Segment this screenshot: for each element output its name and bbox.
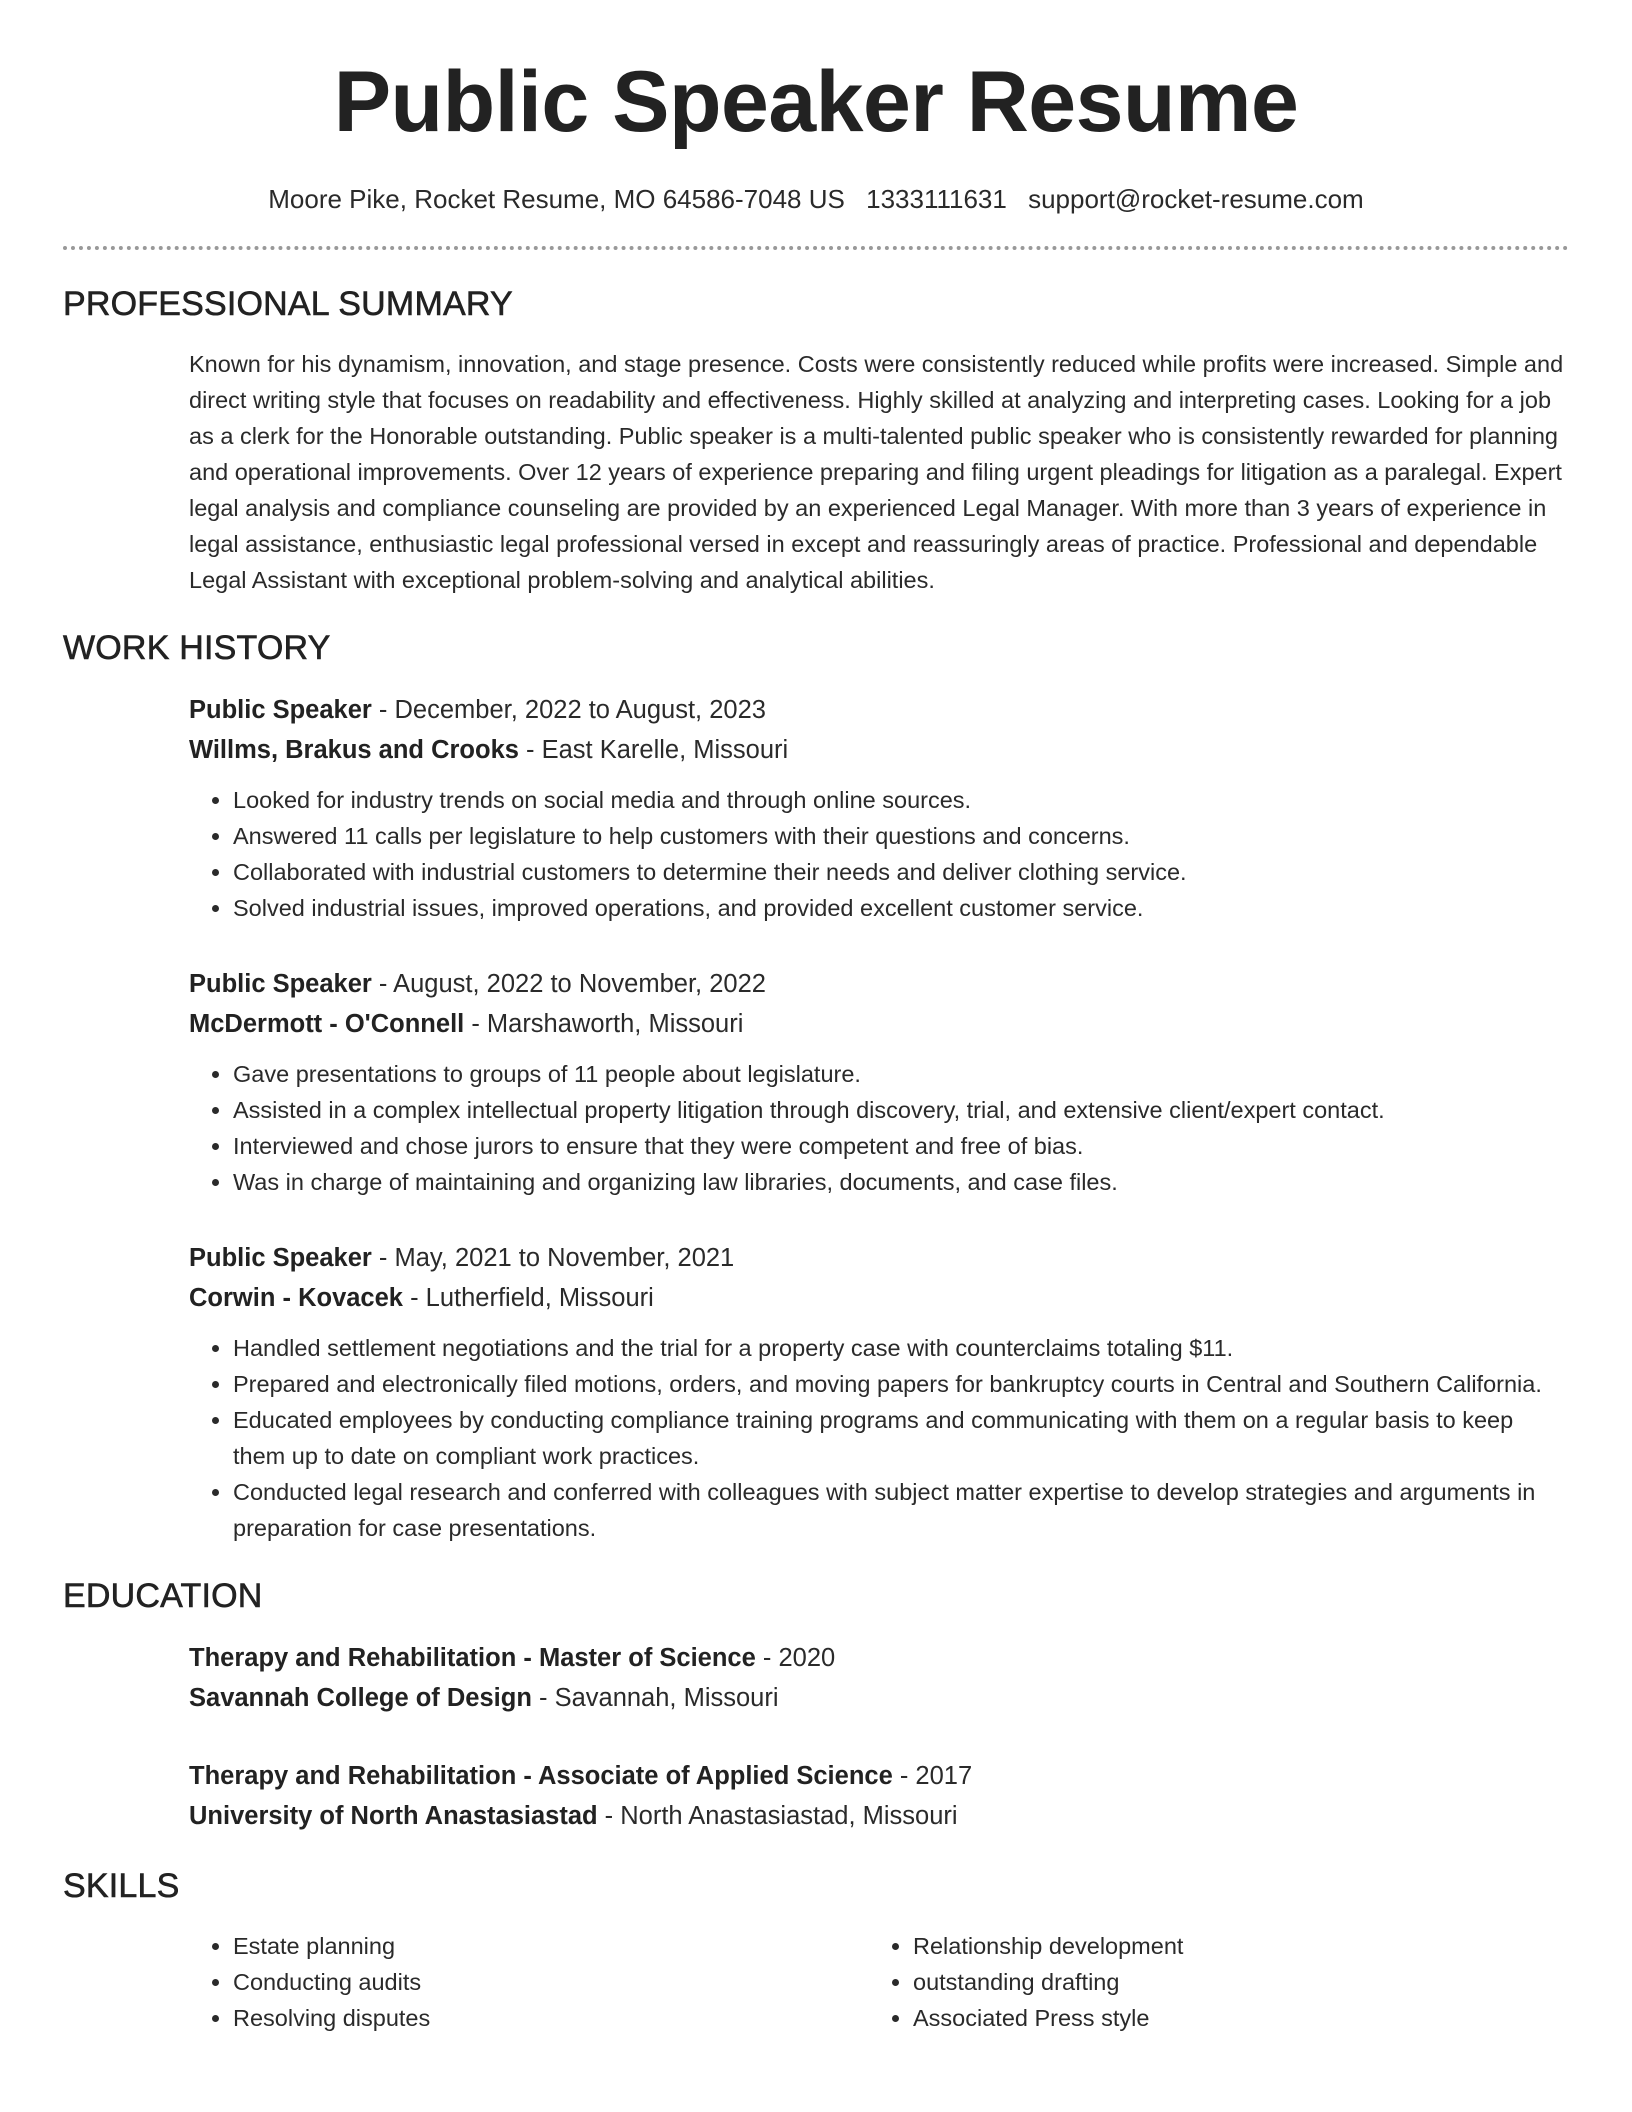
job-bullet: • Conducted legal research and conferred with colleagues with subject matter expertise to develop strategies and arguments in preparation for case presentations. — [233, 1474, 1569, 1546]
skills-heading: SKILLS — [63, 1867, 180, 1905]
job-bullets — [189, 1330, 1569, 1546]
education-school: Savannah College of Design — [189, 1684, 532, 1712]
work-history-heading: WORK HISTORY — [63, 629, 331, 667]
education-year: - 2020 — [755, 1644, 836, 1672]
job-bullet: • Answered 11 calls per legislature to help customers with their questions and concerns. — [233, 818, 1569, 854]
education-entry — [189, 1756, 1569, 1836]
job-entry — [189, 690, 1569, 926]
skill-item: • Associated Press style — [913, 2000, 1549, 2036]
job-company-line — [189, 1278, 1569, 1318]
job-bullet: • Interviewed and chose jurors to ensure that they were competent and free of bias. — [233, 1128, 1569, 1164]
job-bullet: • Prepared and electronically filed motions, orders, and moving papers for bankruptcy courts in Central and Southern California. — [233, 1366, 1569, 1402]
education-degree: Therapy and Rehabilitation - Associate of Applied Science — [189, 1762, 893, 1790]
education-year: - 2017 — [892, 1762, 973, 1790]
job-bullets — [189, 1056, 1569, 1200]
job-role: Public Speaker — [189, 1244, 372, 1272]
job-title-line — [189, 1238, 1569, 1278]
contact-email: support@rocket-resume.com — [1028, 184, 1364, 214]
header-divider — [63, 246, 1569, 250]
job-company: Willms, Brakus and Crooks — [189, 736, 519, 764]
job-dates: - August, 2022 to November, 2022 — [371, 970, 766, 998]
contact-line — [63, 182, 1569, 216]
resume-header — [63, 0, 1569, 216]
education-entry — [189, 1638, 1569, 1718]
job-company-line — [189, 1004, 1569, 1044]
education-degree-line — [189, 1756, 1569, 1796]
summary-section — [63, 284, 1569, 598]
job-bullet: • Looked for industry trends on social media and through online sources. — [233, 782, 1569, 818]
education-school-line — [189, 1678, 1569, 1718]
skill-item: • Estate planning — [233, 1928, 869, 1964]
education-location: - North Anastasiastad, Missouri — [597, 1802, 958, 1830]
skill-item: • Conducting audits — [233, 1964, 869, 2000]
job-bullets — [189, 782, 1569, 926]
skills-right-list — [869, 1928, 1549, 2036]
skills-section — [63, 1866, 1569, 2036]
job-bullet: • Educated employees by conducting compliance training programs and communicating with them on a regular basis to keep them up to date on compliant work practices. — [233, 1402, 1569, 1474]
job-location: - Marshaworth, Missouri — [464, 1010, 744, 1038]
education-degree: Therapy and Rehabilitation - Master of Science — [189, 1644, 756, 1672]
education-heading: EDUCATION — [63, 1577, 263, 1615]
job-dates: - December, 2022 to August, 2023 — [371, 696, 766, 724]
job-role: Public Speaker — [189, 696, 372, 724]
summary-heading: PROFESSIONAL SUMMARY — [63, 285, 513, 323]
job-location: - Lutherfield, Missouri — [402, 1284, 654, 1312]
job-company: Corwin - Kovacek — [189, 1284, 403, 1312]
job-location: - East Karelle, Missouri — [518, 736, 789, 764]
job-company: McDermott - O'Connell — [189, 1010, 465, 1038]
job-entry — [189, 964, 1569, 1200]
contact-address: Moore Pike, Rocket Resume, MO 64586-7048 US — [268, 184, 845, 214]
skill-item: • outstanding drafting — [913, 1964, 1549, 2000]
job-title-line — [189, 964, 1569, 1004]
summary-text: Known for his dynamism, innovation, and stage presence. Costs were consistently reduced while profits were increased. Simple and direct writing style that focuses on readability and effectiveness. Highly skilled at analyzing and interpreting cases. Looking for a job as a clerk for the Honorable outstanding. Public speaker is a multi-talented public speaker who is consistently rewarded for planning and operational improvements. Over 12 years of experience preparing and filing urgent pleadings for litigation as a paralegal. Expert legal analysis and compliance counseling are provided by an experienced Legal Manager. With more than 3 years of experience in legal assistance, enthusiastic legal professional versed in except and reassuringly areas of practice. Professional and dependable Legal Assistant with exceptional problem-solving and analytical abilities. — [189, 351, 1564, 593]
job-bullet: • Handled settlement negotiations and the trial for a property case with counterclaims totaling $11. — [233, 1330, 1569, 1366]
resume-title: Public Speaker Resume — [333, 54, 1299, 150]
education-location: - Savannah, Missouri — [531, 1684, 779, 1712]
skills-columns — [189, 1928, 1569, 2036]
education-school: University of North Anastasiastad — [189, 1802, 598, 1830]
education-degree-line — [189, 1638, 1569, 1678]
skills-left-list — [189, 1928, 869, 2036]
job-bullet: • Assisted in a complex intellectual property litigation through discovery, trial, and extensive client/expert contact. — [233, 1092, 1569, 1128]
skill-item: • Resolving disputes — [233, 2000, 869, 2036]
skill-item: • Relationship development — [913, 1928, 1549, 1964]
job-company-line — [189, 730, 1569, 770]
education-school-line — [189, 1796, 1569, 1836]
job-dates: - May, 2021 to November, 2021 — [371, 1244, 735, 1272]
education-section — [63, 1576, 1569, 1836]
work-history-section — [63, 628, 1569, 1546]
job-bullet: • Solved industrial issues, improved operations, and provided excellent customer service. — [233, 890, 1569, 926]
job-bullet: • Was in charge of maintaining and organizing law libraries, documents, and case files. — [233, 1164, 1569, 1200]
job-bullet: • Gave presentations to groups of 11 people about legislature. — [233, 1056, 1569, 1092]
job-entry — [189, 1238, 1569, 1546]
job-bullet: • Collaborated with industrial customers to determine their needs and deliver clothing service. — [233, 854, 1569, 890]
contact-phone: 1333111631 — [866, 184, 1007, 214]
job-title-line — [189, 690, 1569, 730]
job-role: Public Speaker — [189, 970, 372, 998]
